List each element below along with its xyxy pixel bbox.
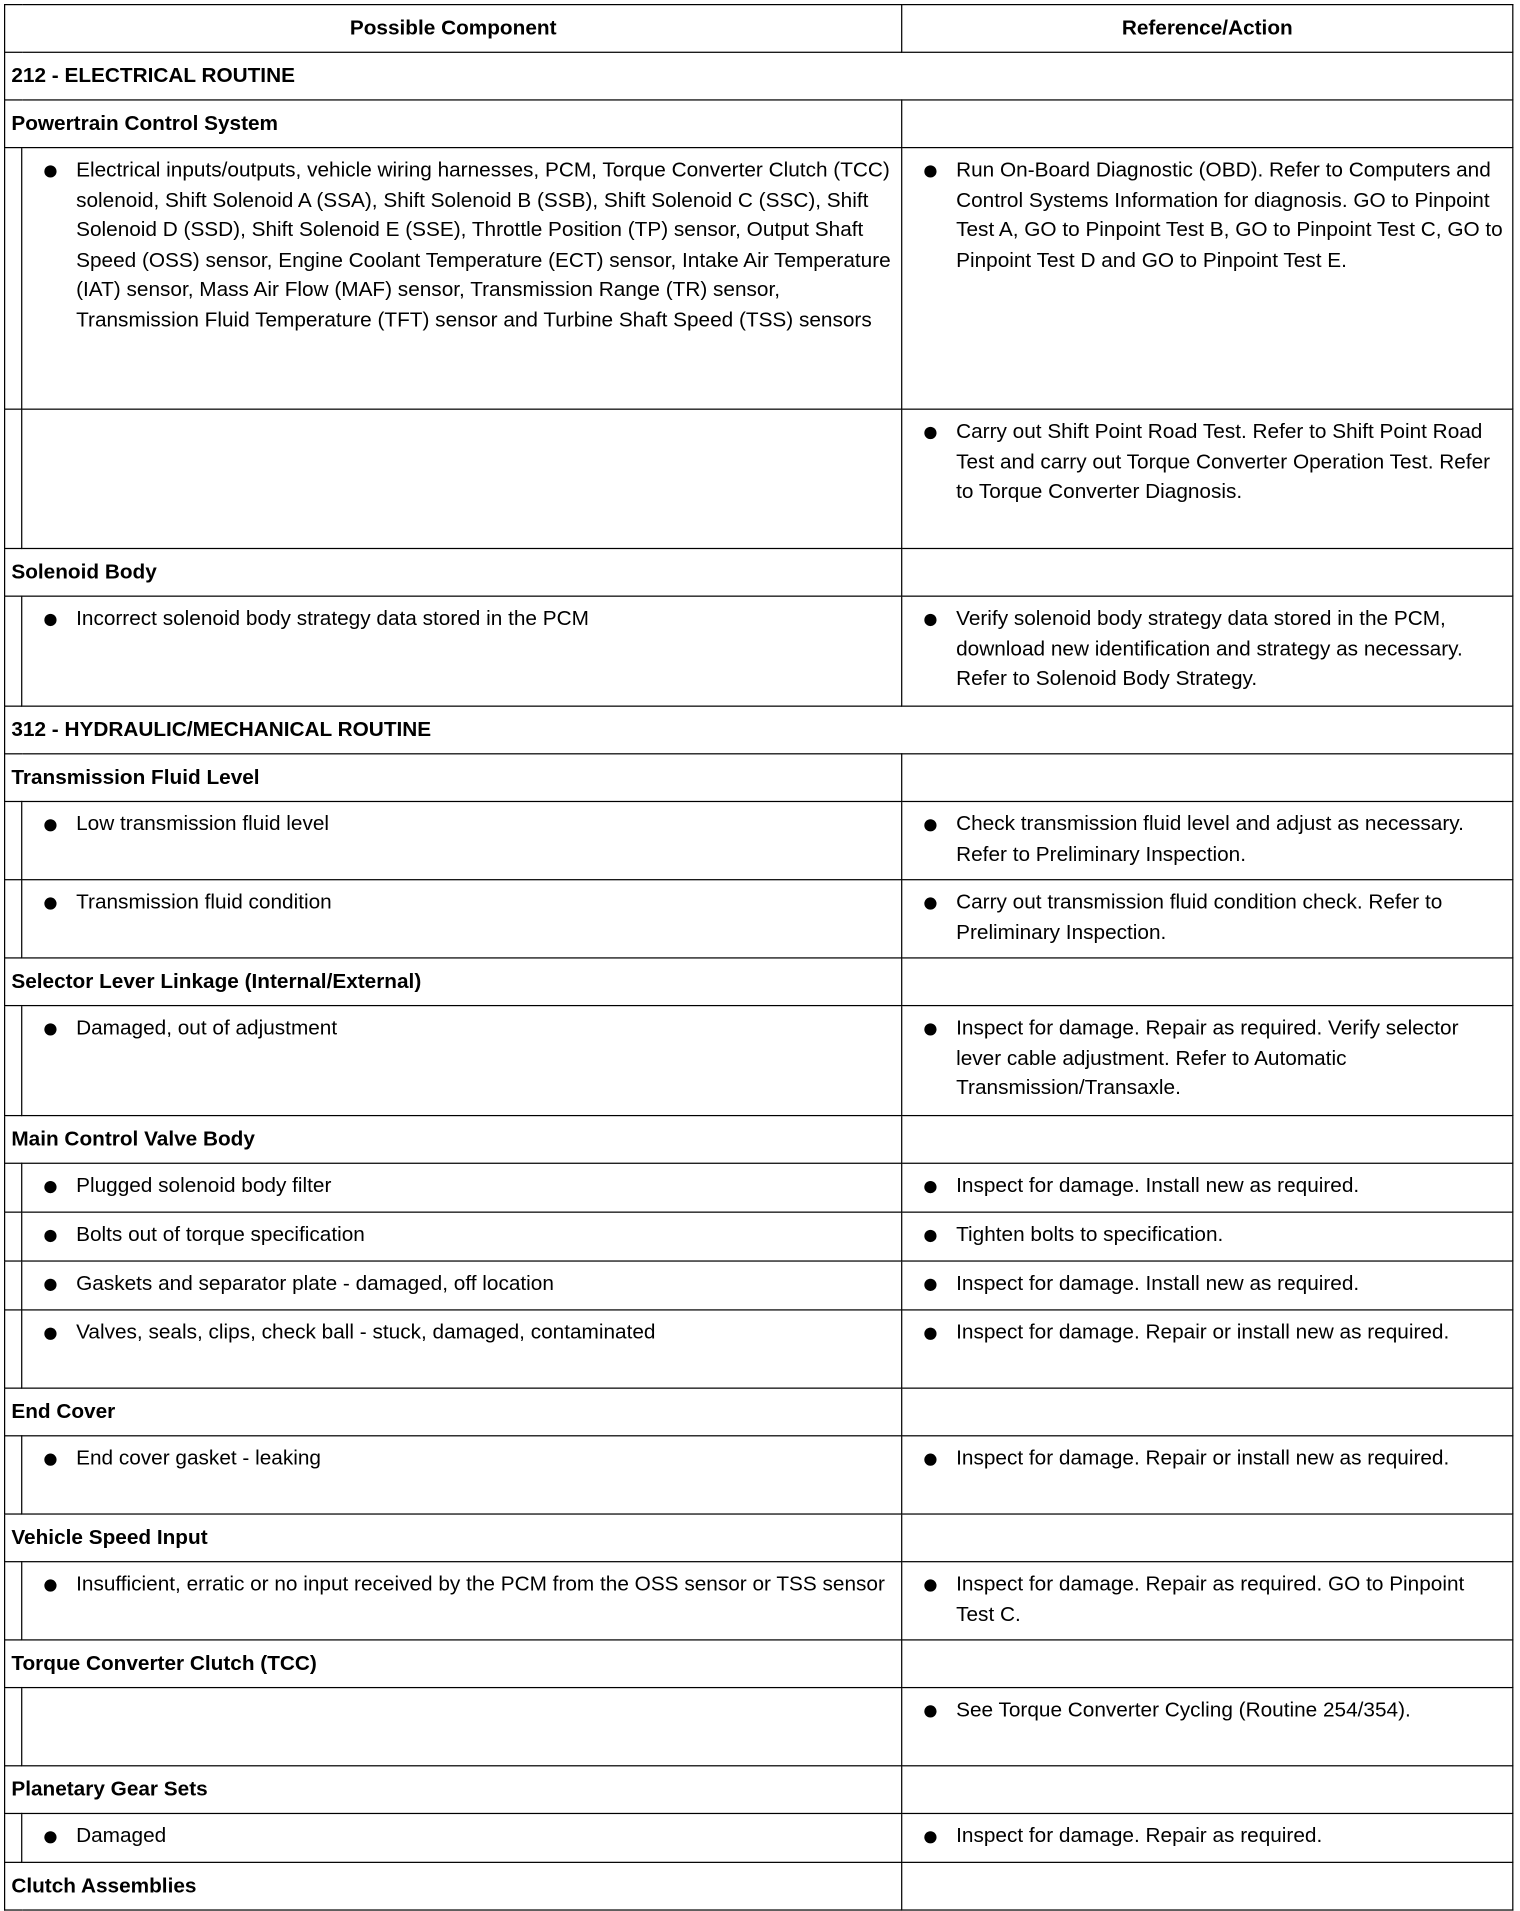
- component-row: [5, 100, 1513, 148]
- bullet-icon: [924, 1230, 936, 1242]
- cause-cell: [22, 596, 902, 706]
- component-clutch-assemblies: Clutch Assemblies: [5, 1862, 902, 1910]
- cause-text: Gaskets and separator plate - damaged, off location: [76, 1271, 554, 1295]
- action-text: Carry out Shift Point Road Test. Refer to Shift Point Road Test and carry out Torque Converter Operation Test. Refer to Torque Converter Diagnosis.: [956, 419, 1491, 503]
- component-row: [5, 754, 1513, 802]
- indent-cell: [5, 1688, 22, 1766]
- cause-text: Bolts out of torque specification: [76, 1222, 365, 1246]
- action-text: Inspect for damage. Install new as required.: [956, 1271, 1360, 1295]
- component-row: [5, 1388, 1513, 1436]
- indent-cell: [5, 148, 22, 410]
- cause-text: Damaged, out of adjustment: [76, 1015, 338, 1040]
- bullet-icon: [44, 1454, 56, 1466]
- indent-cell: [5, 1436, 22, 1514]
- action-text: Inspect for damage. Repair as required. Verify selector lever cable adjustment. Refer to Automatic Transmission/Transaxle.: [956, 1015, 1459, 1100]
- component-fluid-level: Transmission Fluid Level: [5, 754, 902, 802]
- component-row: [5, 1640, 1513, 1688]
- bullet-icon: [44, 897, 56, 909]
- empty-cell: [902, 548, 1513, 596]
- section-row: [5, 706, 1513, 754]
- cause-text: Transmission fluid condition: [76, 890, 332, 914]
- bullet-icon: [924, 1181, 936, 1193]
- header-row: [5, 5, 1513, 53]
- action-cell: [902, 1813, 1513, 1862]
- action-cell: [902, 1212, 1513, 1261]
- cause-cell: [22, 1310, 902, 1388]
- action-cell: [902, 409, 1513, 548]
- cause-cell: [22, 1562, 902, 1640]
- empty-cell: [902, 1514, 1513, 1562]
- diagnosis-table: [4, 4, 1513, 1911]
- section-312: 312 - HYDRAULIC/MECHANICAL ROUTINE: [5, 706, 1513, 754]
- header-action: Reference/Action: [902, 5, 1513, 53]
- cause-text: Electrical inputs/outputs, vehicle wiring harnesses, PCM, Torque Converter Clutch (TCC) solenoid, Shift Solenoid A (SSA), Shift Solenoid B (SSB), Shift Solenoid C (SSC), Shift Solenoid D (SSD), Shift Solenoid E (SSE), Throttle Position (TP) sensor, Output Shaft Speed (OSS) sensor, Engine Coolant Temperature (ECT) sensor, Intake Air Temperature (IAT) sensor, Mass Air Flow (MAF) sensor, Transmission Range (TR) sensor, Transmission Fluid Temperature (TFT) sensor and Turbine Shaft Speed (TSS) sensors: [76, 157, 891, 332]
- cause-cell: [22, 1813, 902, 1862]
- bullet-icon: [924, 1831, 936, 1843]
- indent-cell: [5, 1562, 22, 1640]
- table-row: [5, 596, 1513, 706]
- empty-cell: [902, 1116, 1513, 1164]
- cause-text: Plugged solenoid body filter: [76, 1173, 332, 1197]
- bullet-icon: [44, 1230, 56, 1242]
- bullet-icon: [44, 1279, 56, 1291]
- table-row: [5, 1436, 1513, 1514]
- bullet-icon: [924, 1579, 936, 1591]
- indent-cell: [5, 1163, 22, 1212]
- component-row: [5, 1862, 1513, 1910]
- table-row: [5, 801, 1513, 879]
- cause-cell: [22, 1212, 902, 1261]
- bullet-icon: [924, 165, 936, 177]
- bullet-icon: [44, 1579, 56, 1591]
- action-cell: [902, 1310, 1513, 1388]
- component-vehicle-speed: Vehicle Speed Input: [5, 1514, 902, 1562]
- cause-cell: [22, 148, 902, 410]
- action-text: Inspect for damage. Repair or install new as required.: [956, 1446, 1450, 1470]
- indent-cell: [5, 596, 22, 706]
- bullet-icon: [924, 1279, 936, 1291]
- cause-cell: [22, 1688, 902, 1766]
- component-row: [5, 958, 1513, 1006]
- indent-cell: [5, 1261, 22, 1310]
- indent-cell: [5, 801, 22, 879]
- cause-text: Low transmission fluid level: [76, 811, 330, 836]
- empty-cell: [902, 100, 1513, 148]
- component-planetary: Planetary Gear Sets: [5, 1766, 902, 1814]
- table-row: [5, 1006, 1513, 1116]
- indent-cell: [5, 409, 22, 548]
- action-text: Verify solenoid body strategy data stored in the PCM, download new identification and strategy as necessary. Refer to Solenoid Body Strategy.: [956, 606, 1463, 690]
- bullet-icon: [924, 897, 936, 909]
- bullet-icon: [924, 614, 936, 626]
- cause-text: Insufficient, erratic or no input received by the PCM from the OSS sensor or TSS sensor: [76, 1572, 885, 1596]
- cause-text: Incorrect solenoid body strategy data stored in the PCM: [76, 606, 589, 630]
- action-cell: [902, 880, 1513, 958]
- action-cell: [902, 1006, 1513, 1116]
- action-text: Tighten bolts to specification.: [956, 1222, 1224, 1246]
- table-row: [5, 1562, 1513, 1640]
- action-text: Inspect for damage. Install new as required.: [956, 1173, 1360, 1197]
- table-row: [5, 1163, 1513, 1212]
- component-tcc: Torque Converter Clutch (TCC): [5, 1640, 902, 1688]
- cause-cell: [22, 1163, 902, 1212]
- bullet-icon: [44, 165, 56, 177]
- component-row: [5, 1766, 1513, 1814]
- cause-cell: [22, 1261, 902, 1310]
- action-cell: [902, 1261, 1513, 1310]
- action-text: See Torque Converter Cycling (Routine 254/354).: [956, 1697, 1411, 1722]
- bullet-icon: [924, 1705, 936, 1717]
- bullet-icon: [44, 819, 56, 831]
- action-cell: [902, 148, 1513, 410]
- bullet-icon: [44, 1328, 56, 1340]
- bullet-icon: [44, 1023, 56, 1035]
- table-row: [5, 409, 1513, 548]
- table-row: [5, 1813, 1513, 1862]
- component-solenoid-body: Solenoid Body: [5, 548, 902, 596]
- component-valve-body: Main Control Valve Body: [5, 1116, 902, 1164]
- cause-cell: [22, 1436, 902, 1514]
- cause-text: Damaged: [76, 1823, 167, 1848]
- table-row: [5, 880, 1513, 958]
- indent-cell: [5, 1212, 22, 1261]
- action-cell: [902, 596, 1513, 706]
- bullet-icon: [924, 1454, 936, 1466]
- empty-cell: [902, 1766, 1513, 1814]
- action-text: Inspect for damage. Repair or install new as required.: [956, 1320, 1450, 1344]
- cause-cell: [22, 1006, 902, 1116]
- action-text: Carry out transmission fluid condition check. Refer to Preliminary Inspection.: [956, 890, 1443, 944]
- bullet-icon: [924, 427, 936, 439]
- table-row: [5, 1688, 1513, 1766]
- cause-cell: [22, 801, 902, 879]
- bullet-icon: [44, 1181, 56, 1193]
- action-cell: [902, 801, 1513, 879]
- section-row: [5, 52, 1513, 100]
- action-cell: [902, 1688, 1513, 1766]
- empty-cell: [902, 1640, 1513, 1688]
- action-text: Check transmission fluid level and adjust as necessary. Refer to Preliminary Inspection.: [956, 811, 1464, 866]
- action-text: Inspect for damage. Repair as required. GO to Pinpoint Test C.: [956, 1572, 1465, 1626]
- empty-cell: [902, 754, 1513, 802]
- cause-text: Valves, seals, clips, check ball - stuck, damaged, contaminated: [76, 1320, 656, 1344]
- action-text: Run On-Board Diagnostic (OBD). Refer to Computers and Control Systems Information for diagnosis. GO to Pinpoint Test A, GO to Pinpoint Test B, GO to Pinpoint Test C, GO to Pinpoint Test D and GO to Pinpoint Test E.: [956, 157, 1503, 272]
- empty-cell: [902, 1388, 1513, 1436]
- bullet-icon: [924, 1328, 936, 1340]
- cause-cell: [22, 880, 902, 958]
- component-row: [5, 548, 1513, 596]
- indent-cell: [5, 1006, 22, 1116]
- bullet-icon: [44, 1831, 56, 1843]
- action-cell: [902, 1562, 1513, 1640]
- table-row: [5, 148, 1513, 410]
- bullet-icon: [44, 614, 56, 626]
- component-selector-lever: Selector Lever Linkage (Internal/External): [5, 958, 902, 1006]
- bullet-icon: [924, 1023, 936, 1035]
- cause-text: End cover gasket - leaking: [76, 1446, 321, 1470]
- indent-cell: [5, 880, 22, 958]
- bullet-icon: [924, 819, 936, 831]
- component-powertrain: Powertrain Control System: [5, 100, 902, 148]
- component-end-cover: End Cover: [5, 1388, 902, 1436]
- empty-cell: [902, 958, 1513, 1006]
- cause-cell: [22, 409, 902, 548]
- empty-cell: [902, 1862, 1513, 1910]
- table-row: [5, 1261, 1513, 1310]
- header-component: Possible Component: [5, 5, 902, 53]
- indent-cell: [5, 1310, 22, 1388]
- action-cell: [902, 1163, 1513, 1212]
- table-row: [5, 1212, 1513, 1261]
- section-212: 212 - ELECTRICAL ROUTINE: [5, 52, 1513, 100]
- component-row: [5, 1116, 1513, 1164]
- component-row: [5, 1514, 1513, 1562]
- action-cell: [902, 1436, 1513, 1514]
- indent-cell: [5, 1813, 22, 1862]
- table-row: [5, 1310, 1513, 1388]
- action-text: Inspect for damage. Repair as required.: [956, 1823, 1323, 1848]
